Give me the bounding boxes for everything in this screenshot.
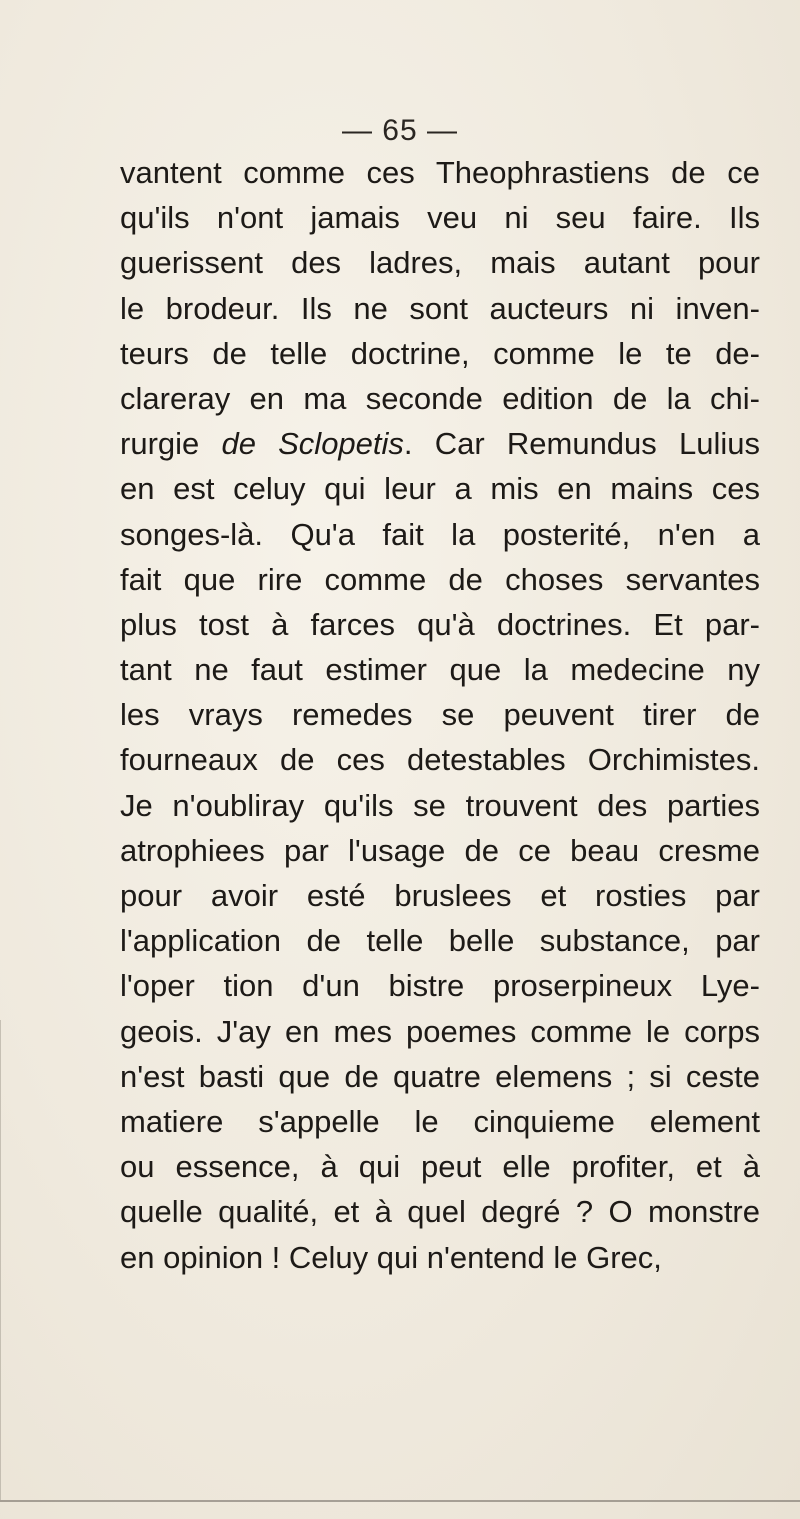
text-line: les vrays remedes se peuvent tirer de [120,697,760,733]
text-segment: rurgie [120,426,222,462]
text-line: matiere s'appelle le cinquieme element [120,1103,760,1139]
text-line: n'est basti que de quatre elemens ; si ceste [120,1058,760,1094]
text-line: en opinion ! Celuy qui n'entend le Grec, [120,1239,662,1275]
text-line: plus tost à farces qu'à doctrines. Et par- [120,606,760,642]
text-line: qu'ils n'ont jamais veu ni seu faire. Ils [120,200,760,236]
text-line: geois. J'ay en mes poemes comme le corps [120,1013,760,1049]
text-line: songes-là. Qu'a fait la posterité, n'en a [120,516,760,552]
text-line: clareray en ma seconde edition de la chi- [120,380,760,416]
page-number: — 65 — [341,114,459,147]
text-segment: . Car Remundus Lulius [403,426,760,462]
text-line: vantent comme ces Theophrastiens de ce [120,155,760,190]
text-line: guerissent des ladres, mais autant pour [120,245,760,281]
body-text [120,150,760,1280]
text-line: pour avoir esté bruslees et rosties par [120,878,760,913]
italic-title: de Sclopetis [221,426,404,462]
text-line: Je n'oubliray qu'ils se trouvent des parties [120,787,760,823]
text-line: atrophiees par l'usage de ce beau cresme [120,832,760,868]
text-line: quelle qualité, et à quel degré ? O monstre [120,1194,760,1230]
text-line: ou essence, à qui peut elle profiter, et à [120,1149,760,1185]
page-edge-shadow [0,1020,1,1500]
text-line: fait que rire comme de choses servantes [120,561,760,597]
text-line: le brodeur. Ils ne sont aucteurs ni inven- [120,290,760,326]
page-bottom-edge [0,1500,800,1502]
text-line: l'application de telle belle substance, par [120,923,760,959]
text-line: l'oper tion d'un bistre proserpineux Lye- [120,968,760,1004]
text-line: tant ne faut estimer que la medecine ny [120,652,760,688]
text-line: teurs de telle doctrine, comme le te de- [120,335,760,371]
text-line-with-italic [120,421,760,466]
text-line: fourneaux de ces detestables Orchimistes. [120,742,760,778]
text-line: en est celuy qui leur a mis en mains ces [120,471,760,507]
